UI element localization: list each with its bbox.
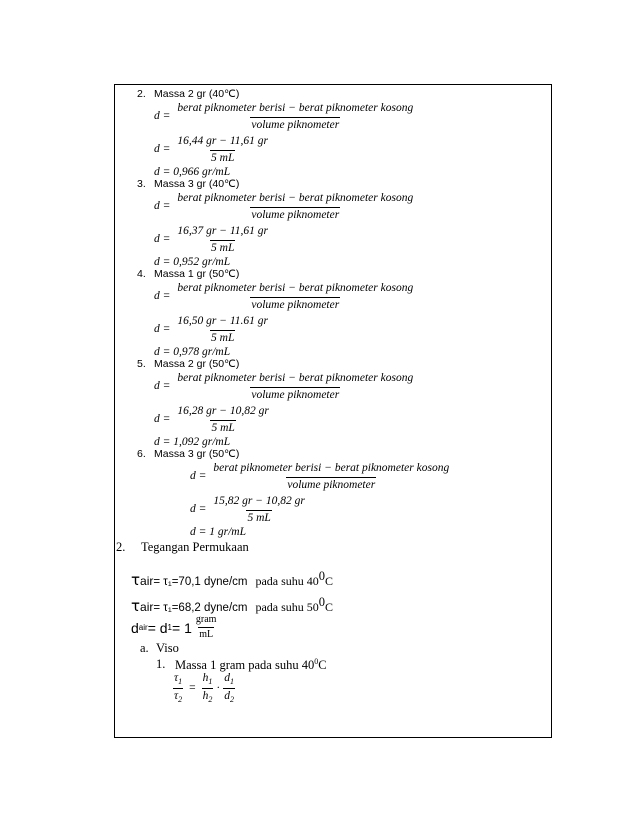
sub-1-label: 1. xyxy=(156,657,166,671)
sub-a-text: Viso xyxy=(156,641,179,655)
density-formula: d = $\frac{\text{berat piknometer berisi − berat piknometer kosong}}{\text{volume piknometer}}$ xyxy=(154,282,414,311)
section-title: Tegangan Permukaan xyxy=(141,540,249,554)
density-formula: d = $\frac{\text{berat piknometer berisi − berat piknometer kosong}}{\text{volume piknometer}}$ xyxy=(154,372,414,401)
density-formula: d = $\frac{\text{berat piknometer berisi − berat piknometer kosong}}{\text{volume piknometer}}$ xyxy=(190,462,450,491)
density-substitution: d = $\frac{16,50 gr - 11.61 gr}{5 mL}$ xyxy=(154,315,268,344)
density-result: d = 1 gr/mL xyxy=(190,526,247,538)
density-water: d air = d 1 = 1 $\frac{\text{gram}}{mL}$ xyxy=(131,614,217,640)
density-substitution: d = $\frac{15,82 gr - 10,82 gr}{5 mL}$ xyxy=(190,495,305,524)
item-heading: Massa 3 gr (40℃) xyxy=(154,178,240,190)
density-result: d = 1,092 gr/mL xyxy=(154,436,231,448)
item-heading: Massa 2 gr (40℃) xyxy=(154,88,240,100)
density-formula: d = $\frac{\text{berat piknometer berisi − berat piknometer kosong}}{\text{volume piknometer}}$ xyxy=(154,192,414,221)
item-heading: Massa 1 gr (50℃) xyxy=(154,268,240,280)
item-number: 5. xyxy=(137,358,146,370)
item-number: 2. xyxy=(137,88,146,100)
item-number: 4. xyxy=(137,268,146,280)
item-number: 6. xyxy=(137,448,146,460)
density-substitution: d = $\frac{16,28 gr - 10,82 gr}{5 mL}$ xyxy=(154,405,269,434)
ratio-formula: $\frac{\tau_1}{\tau_2}$ = $\frac{h_1}{h_2}$ · $\frac{d_1}{d_2}$ xyxy=(174,672,234,704)
tau-air-50: τair= τ₁=68,2 dyne/cm pada suhu $50^0C$ xyxy=(131,595,334,615)
density-substitution: d = $\frac{16,37 gr - 11,61 gr}{5 mL}$ xyxy=(154,225,268,254)
density-substitution: d = $\frac{16,44 gr - 11,61 gr}{5 mL}$ xyxy=(154,135,268,164)
density-result: d = 0,952 gr/mL xyxy=(154,256,231,268)
sub-a-label: a. xyxy=(140,641,149,655)
item-heading: Massa 2 gr (50℃) xyxy=(154,358,240,370)
density-result: d = 0,966 gr/mL xyxy=(154,166,231,178)
item-heading: Massa 3 gr (50℃) xyxy=(154,448,240,460)
density-result: d = 0,978 gr/mL xyxy=(154,346,231,358)
density-formula: d = $\frac{\text{berat piknometer berisi − berat piknometer kosong}}{\text{volume piknometer}}$ xyxy=(154,102,414,131)
section-number: 2. xyxy=(116,540,126,554)
item-number: 3. xyxy=(137,178,146,190)
tau-air-40: τair= τ₁=70,1 dyne/cm pada suhu $40^0C$ xyxy=(131,569,334,589)
sub-1-text: Massa 1 gram pada suhu $40^0C$ xyxy=(175,657,327,672)
